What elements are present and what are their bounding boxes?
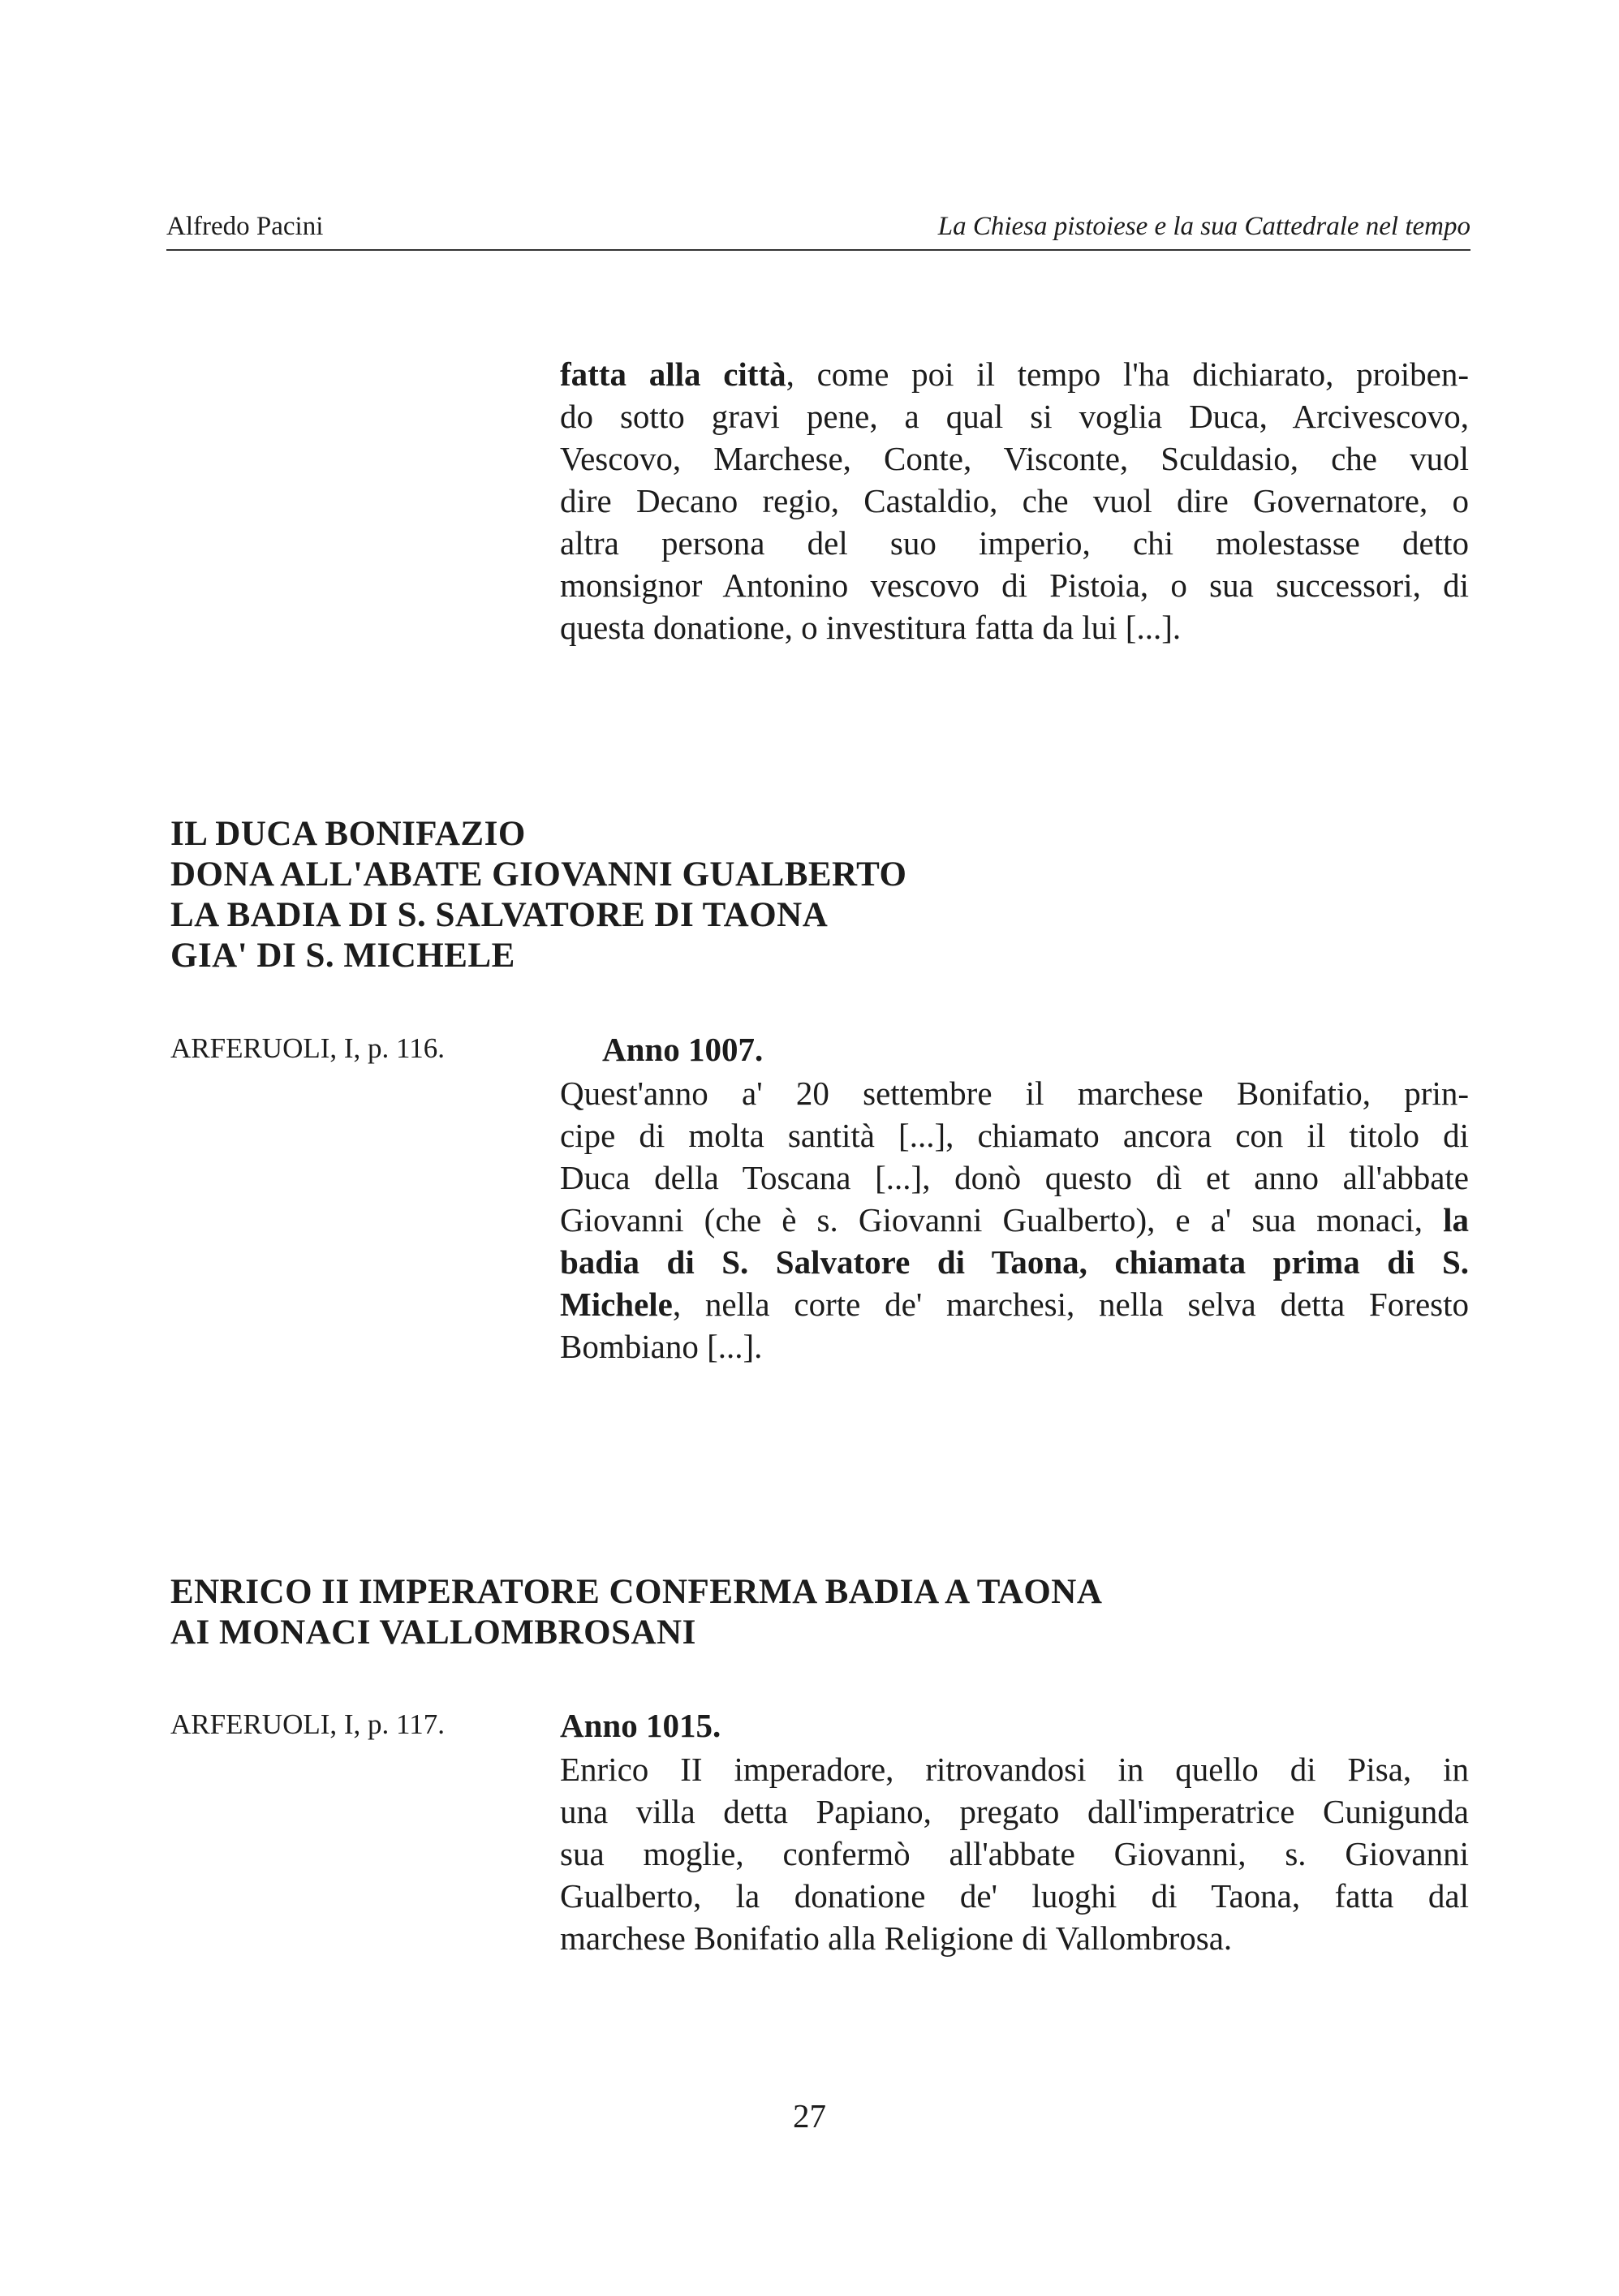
text-line: Vescovo, Marchese, Conte, Visconte, Sculdasio, che vuol: [560, 440, 1469, 477]
text-line: questa donatione, o investitura fatta da lui [...].: [560, 609, 1182, 646]
text-line: altra persona del suo imperio, chi molestasse detto: [560, 524, 1469, 562]
page-number: 27: [793, 2097, 826, 2134]
text-line: sua moglie, confermò all'abbate Giovanni, s. Giovanni: [560, 1835, 1469, 1872]
running-head-author: Alfredo Pacini: [166, 212, 324, 241]
section-text: [560, 1748, 1469, 1959]
text-line: fatta alla città, come poi il tempo l'ha dichiarato, proiben-: [560, 355, 1470, 393]
emphasis: Michele: [560, 1286, 673, 1323]
running-head: [166, 207, 1470, 251]
intro-quote: [560, 353, 1469, 648]
text-line: cipe di molta santità [...], chiamato ancora con il titolo di: [560, 1117, 1469, 1154]
text-line: Gualberto, la donatione de' luoghi di Taona, fatta dal: [560, 1877, 1469, 1915]
source-reference: ARFERUOLI, I, p. 116.: [170, 1032, 446, 1064]
text-line: monsignor Antonino vescovo di Pistoia, o sua successori, di: [560, 566, 1469, 604]
emphasis: la: [1443, 1201, 1469, 1238]
text-line: [560, 1241, 1469, 1283]
text-line: Giovanni (che è s. Giovanni Gualberto), e a' sua monaci, la: [560, 1201, 1469, 1238]
emphasis: fatta alla città: [560, 355, 786, 393]
text-line: do sotto gravi pene, a qual si voglia Duca, Arcivescovo,: [560, 398, 1469, 435]
running-head-title: La Chiesa pistoiese e la sua Cattedrale nel tempo: [937, 212, 1470, 241]
emphasis: badia di S. Salvatore di Taona, chiamata prima di S.: [560, 1243, 1469, 1281]
text-line: dire Decano regio, Castaldio, che vuol dire Governatore, o: [560, 482, 1469, 519]
year-heading: Anno 1015.: [560, 1707, 721, 1744]
source-reference: ARFERUOLI, I, p. 117.: [170, 1708, 446, 1740]
text-line: Duca della Toscana [...], donò questo dì et anno all'abbate: [560, 1159, 1469, 1196]
year-heading: Anno 1007.: [602, 1031, 764, 1068]
section-heading: IL DUCA BONIFAZIO DONA ALL'ABATE GIOVANNI GUALBERTO LA BADIA DI S. SALVATORE DI TAONA GIA' DI S. MICHELE: [170, 815, 907, 975]
section-text: [560, 1072, 1469, 1368]
section-heading: ENRICO II IMPERATORE CONFERMA BADIA A TAONA AI MONACI VALLOMBROSANI: [170, 1573, 1103, 1652]
text-line: Enrico II imperadore, ritrovandosi in quello di Pisa, in: [560, 1751, 1469, 1788]
text-line: Bombiano [...].: [560, 1328, 763, 1365]
text-line: Quest'anno a' 20 settembre il marchese Bonifatio, prin-: [560, 1075, 1469, 1112]
text-line: Michele, nella corte de' marchesi, nella selva detta Foresto: [560, 1286, 1469, 1323]
text-line: marchese Bonifatio alla Religione di Vallombrosa.: [560, 1919, 1233, 1957]
text-line: una villa detta Papiano, pregato dall'imperatrice Cunigunda: [560, 1793, 1469, 1830]
